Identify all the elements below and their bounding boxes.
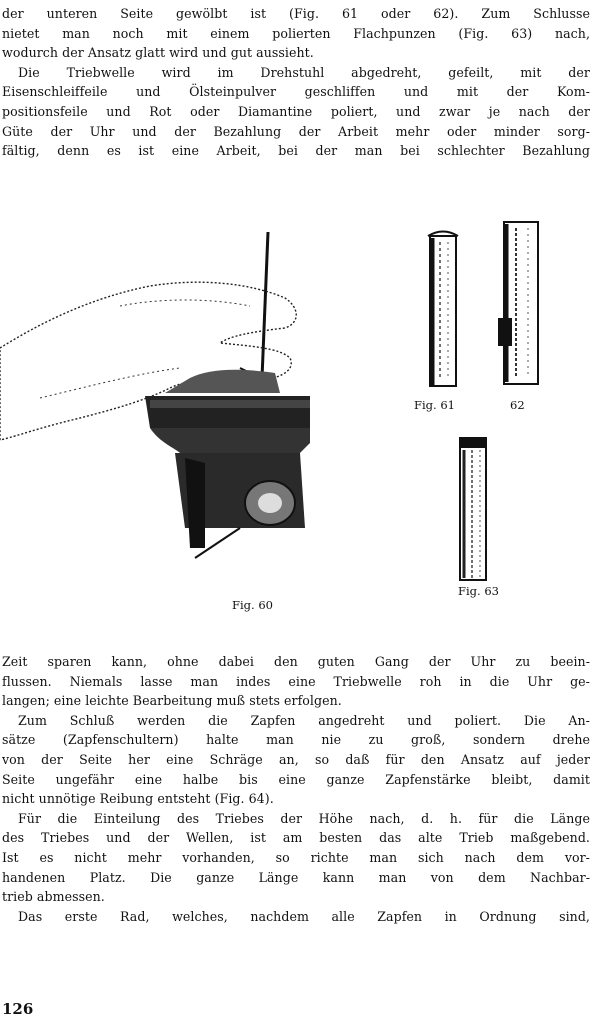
fig61-illustration	[418, 228, 468, 388]
text-line: Eisenschleiffeile und Ölsteinpulver geschliffen und mit der Kom-	[2, 84, 590, 100]
text-line: des Triebes und der Wellen, ist am besten das alte Trieb maßgebend.	[2, 830, 590, 846]
text-line: fältig, denn es ist eine Arbeit, bei der man bei schlechter Bezahlung	[2, 143, 590, 159]
fig62-illustration	[490, 218, 550, 388]
text-line: langen; eine leichte Bearbeitung muß stets erfolgen.	[2, 693, 342, 709]
text-line: Güte der Uhr und der Bezahlung der Arbeit mehr oder minder sorg-	[2, 123, 590, 139]
fig60-caption: Fig. 60	[232, 598, 273, 612]
fig63-caption: Fig. 63	[458, 584, 499, 598]
text-line: nicht unnötige Reibung entsteht (Fig. 64).	[2, 791, 274, 807]
text-line: nietet man noch mit einem polierten Flachpunzen (Fig. 63) nach,	[2, 25, 590, 41]
fig63-illustration	[452, 434, 492, 584]
text-line: trieb abmessen.	[2, 889, 105, 905]
text-line: der unteren Seite gewölbt ist (Fig. 61 oder 62). Zum Schlusse	[2, 6, 590, 21]
text-line: Die Triebwelle wird im Drehstuhl abgedreht, gefeilt, mit der	[18, 64, 590, 80]
text-line: Zeit sparen kann, ohne dabei den guten Gang der Uhr zu beein-	[2, 654, 590, 669]
fig60-illustration	[0, 228, 310, 598]
text-line: wodurch der Ansatz glatt wird und gut aussieht.	[2, 45, 314, 61]
text-line: flussen. Niemals lasse man indes eine Triebwelle roh in die Uhr ge-	[2, 673, 590, 689]
bottom-paragraph	[2, 652, 590, 926]
fig62-caption: 62	[510, 398, 525, 412]
page-number: 126	[2, 1000, 34, 1018]
fig61-caption: Fig. 61	[414, 398, 455, 412]
text-line: sätze (Zapfenschultern) halte man nie zu groß, sondern drehe	[2, 732, 590, 748]
text-line: handenen Platz. Die ganze Länge kann man von dem Nachbar-	[2, 869, 590, 885]
text-line: von der Seite her eine Schräge an, so daß für den Ansatz auf jeder	[2, 751, 590, 767]
text-line: Zum Schluß werden die Zapfen angedreht und poliert. Die An-	[18, 712, 590, 728]
text-line: Ist es nicht mehr vorhanden, so richte man sich nach dem vor-	[2, 849, 590, 865]
text-line: Für die Einteilung des Triebes der Höhe nach, d. h. für die Länge	[18, 810, 590, 826]
top-paragraph	[2, 4, 590, 161]
text-line: positionsfeile und Rot oder Diamantine poliert, und zwar je nach der	[2, 103, 590, 119]
text-line: Seite ungefähr eine halbe bis eine ganze Zapfenstärke bleibt, damit	[2, 771, 590, 787]
text-line: Das erste Rad, welches, nachdem alle Zapfen in Ordnung sind,	[18, 908, 590, 924]
